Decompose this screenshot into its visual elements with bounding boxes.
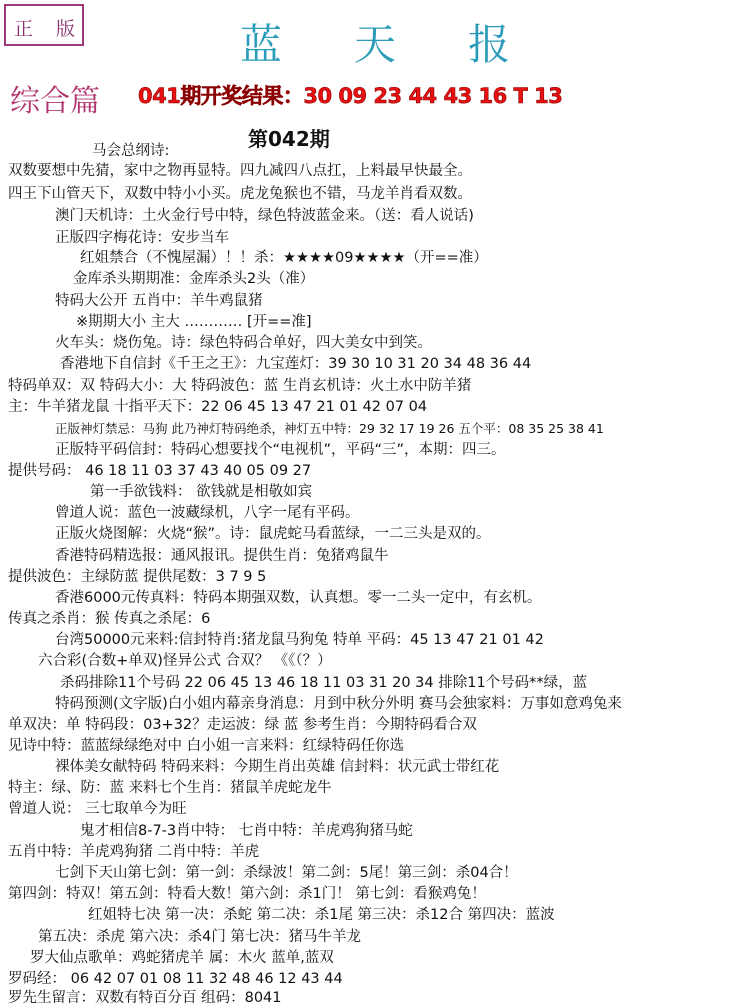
text-line: 传真之杀肖：猴 传真之杀尾：6 [8,611,211,627]
text-line: 金库杀头期期准：金库杀头2头（准） [73,271,315,287]
text-line: 鬼才相信8-7-3肖中特： 七肖中特：羊虎鸡狗猪马蛇 [80,823,413,839]
text-line: 提供号码： 46 18 11 03 37 43 40 05 09 27 [8,463,312,479]
text-line: 红姐禁合（不愧屋漏）！！杀：★★★★09★★★★（开==准） [80,250,488,266]
badge-char-right: 版 [56,18,76,40]
text-line: 罗码经： 06 42 07 01 08 11 32 48 46 12 43 44 [8,971,343,987]
text-line: 双数要想中先猜，家中之物再显特。四九减四八点扛，上料最早快最全。 [8,163,472,179]
text-line: 单双决：单 特码段：03+32？走运波：绿 蓝 参考生肖：今期特码看合双 [8,717,477,733]
text-line: 特主：绿、防：蓝 来料七个生肖：猪鼠羊虎蛇龙牛 [8,780,332,796]
issue-number: 第042期 [248,127,330,151]
text-line: 曾道人说： 三七取单今为旺 [8,801,187,817]
draw-result: 041期开奖结果：30 09 23 44 43 16 T 13 [138,84,563,108]
text-line: 七剑下天山第七剑：第一剑：杀绿波！第二剑：5尾！第三剑：杀04合！ [55,865,518,881]
text-line: 六合彩(合数+单双)怪异公式 合双？ 《《（？） [38,653,332,669]
masthead-title [240,12,510,72]
text-line: 曾道人说：蓝色一波藏绿机，八字一尾有平码。 [55,505,360,521]
text-line: 正版特平码信封：特码心想要找个“电视机”，平码“三”，本期：四三。 [55,442,506,458]
text-line: 特码大公开 五肖中：羊牛鸡鼠猪 [55,293,263,309]
text-line: 正版四字梅花诗：安步当车 [55,230,229,246]
text-line: 红姐特七决 第一决：杀蛇 第二决：杀1尾 第三决：杀12合 第四决：蓝波 [88,907,555,923]
text-line: 马会总纲诗: [92,143,170,159]
text-line: 五肖中特：羊虎鸡狗猪 二肖中特：羊虎 [8,844,260,860]
text-line: 香港地下自信封《千王之王》：九宝莲灯：39 30 10 31 20 34 48 36 44 [60,356,532,372]
text-line: 第一手欲钱料： 欲钱就是相敬如宾 [90,484,313,500]
edition-badge [4,4,84,46]
text-line: 特码预测(文字版)白小姐内幕亲身消息：月到中秋分外明 赛马会独家料：万事如意鸡兔来 [55,696,622,712]
text-line: 四王下山管天下，双数中特小小买。虎龙兔猴也不错，马龙羊肖看双数。 [8,186,472,202]
text-line: 杀码排除11个号码 22 06 45 13 46 18 11 03 31 20 34 排除11个号码**绿，蓝 [60,675,588,691]
text-line: 罗先生留言：双数有特百分百 组码：8041 [8,990,282,1006]
text-line: 第四剑：特双！第五剑：特看大数！第六剑：杀1门！ 第七剑：看猴鸡兔！ [8,886,486,902]
badge-char-left: 正 [14,18,34,40]
section-label: 综合篇 [10,84,100,119]
text-line: 裸体美女献特码 特码来料：今期生肖出英雄 信封料：状元武士带红花 [55,759,500,775]
title-char: 蓝 [240,20,283,69]
title-char: 天 [353,20,396,69]
text-line: 火车头：烧伤兔。诗：绿色特码合单好，四大美女中到笑。 [55,335,432,351]
text-line: 澳门天机诗：土火金行号中特，绿色特波蓝金来。（送：看人说话) [55,208,474,224]
text-line: 正版火烧图解：火烧“猴”。诗：鼠虎蛇马看蓝绿，一二三头是双的。 [55,526,491,542]
text-line: 台湾50000元来料:信封特肖:猪龙鼠马狗兔 特单 平码：45 13 47 21 01 42 [55,632,544,648]
text-line: 香港特码精选报：通风报讯。提供生肖：兔猪鸡鼠牛 [55,548,389,564]
text-line: 正版神灯禁忌：马狗 此乃神灯特码绝杀，神灯五中特：29 32 17 19 26 五个平：08 35 25 38 41 [55,421,604,436]
text-line: 提供波色：主绿防蓝 提供尾数：3 7 9 5 [8,569,267,585]
title-char: 报 [467,20,510,69]
text-line: 第五决：杀虎 第六决：杀4门 第七决：猪马牛羊龙 [38,929,361,945]
text-line: 香港6000元传真料：特码本期强双数，认真想。零一二头一定中，有玄机。 [55,590,542,606]
text-line: 罗大仙点歌单：鸡蛇猪虎羊 属：木火 蓝单,蓝双 [30,950,334,966]
text-line: ※期期大小 主大 ………… [开==准] [76,314,312,330]
text-line: 主：牛羊猪龙鼠 十指平天下：22 06 45 13 47 21 01 42 07 04 [8,399,428,415]
text-line: 特码单双：双 特码大小：大 特码波色：蓝 生肖玄机诗：火土水中防羊猪 [8,378,472,394]
text-line: 见诗中特：蓝蓝绿绿绝对中 白小姐一言来料：红绿特码任你选 [8,738,405,754]
